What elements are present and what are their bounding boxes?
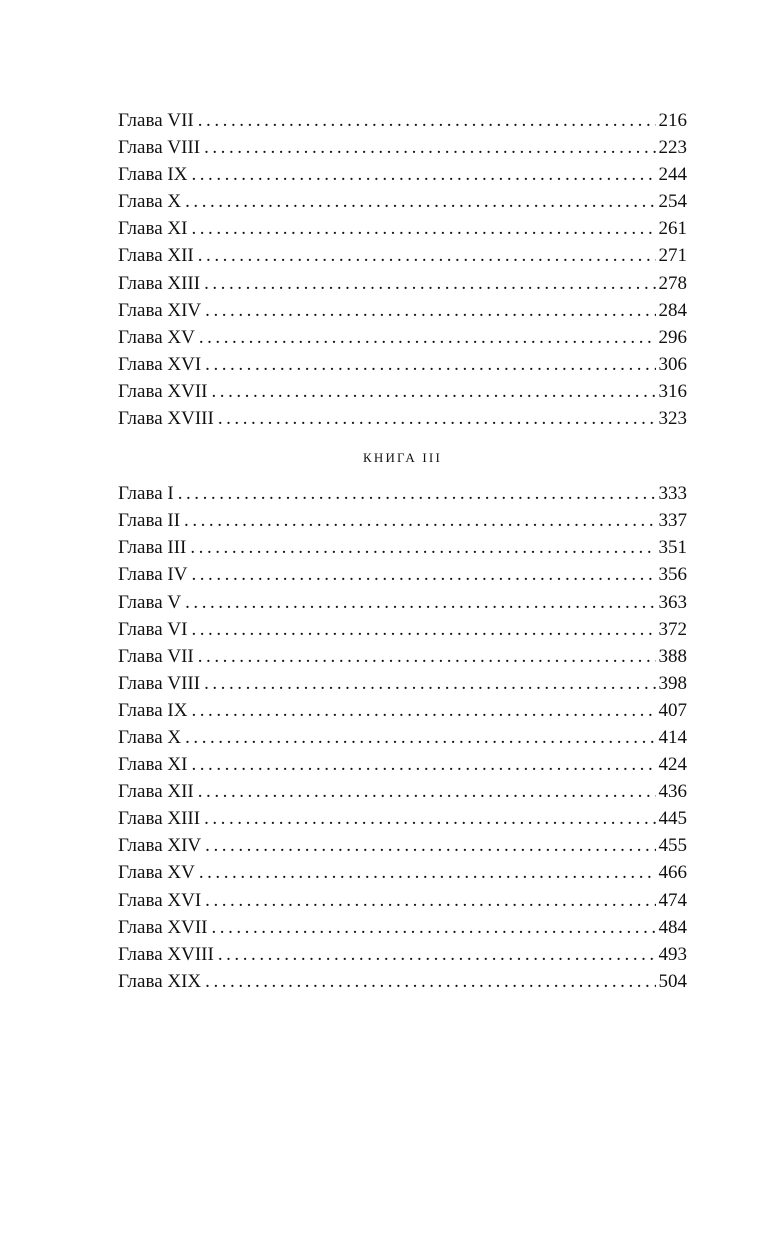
toc-entry[interactable] (118, 297, 687, 324)
chapter-title: Глава XVI (118, 889, 202, 911)
toc-entry[interactable] (118, 242, 687, 269)
dot-leader (204, 805, 655, 832)
toc-entry[interactable] (118, 643, 687, 670)
page-number: 333 (658, 483, 687, 505)
dot-leader (218, 405, 656, 432)
page-number: 466 (658, 862, 687, 884)
dot-leader (199, 859, 656, 886)
toc-entry[interactable] (118, 324, 687, 351)
page-number: 216 (658, 110, 687, 131)
toc-entry[interactable] (118, 616, 687, 643)
dot-leader (185, 188, 655, 215)
dot-leader (191, 161, 655, 188)
page-number: 455 (658, 835, 687, 857)
chapter-title: Глава X (118, 726, 182, 748)
page-number: 474 (658, 889, 687, 911)
page-number: 436 (658, 781, 687, 803)
book2-chapter-list (118, 107, 687, 432)
chapter-title: Глава IX (118, 164, 188, 186)
page-number: 244 (658, 164, 687, 186)
chapter-title: Глава XV (118, 862, 195, 884)
chapter-title: Глава VI (118, 618, 188, 640)
toc-entry[interactable] (118, 968, 687, 995)
page-number: 493 (658, 943, 687, 965)
page-number: 351 (658, 537, 687, 559)
page-number: 271 (658, 245, 687, 267)
toc-entry[interactable] (118, 941, 687, 968)
dot-leader (198, 107, 656, 134)
page-number: 445 (658, 808, 687, 830)
chapter-title: Глава XVII (118, 380, 208, 402)
toc-entry[interactable] (118, 887, 687, 914)
chapter-title: Глава XIII (118, 808, 201, 830)
chapter-title: Глава X (118, 191, 182, 213)
book3-chapter-list (118, 480, 687, 995)
page-number: 363 (658, 591, 687, 613)
dot-leader (184, 507, 655, 534)
page-number: 284 (658, 299, 687, 321)
toc-entry[interactable] (118, 697, 687, 724)
chapter-title: Глава VIII (118, 137, 201, 159)
dot-leader (190, 534, 655, 561)
toc-entry[interactable] (118, 778, 687, 805)
toc-entry[interactable] (118, 107, 687, 134)
chapter-title: Глава II (118, 510, 181, 532)
page-number: 306 (658, 353, 687, 375)
dot-leader (191, 215, 655, 242)
book3-heading: КНИГА III (363, 450, 442, 466)
dot-leader (191, 616, 655, 643)
dot-leader (211, 378, 655, 405)
page-number: 316 (658, 380, 687, 402)
toc-entry[interactable] (118, 561, 687, 588)
dot-leader (185, 724, 655, 751)
chapter-title: Глава IX (118, 699, 188, 721)
toc-entry[interactable] (118, 589, 687, 616)
dot-leader (205, 832, 655, 859)
page-number: 323 (658, 408, 687, 430)
toc-entry[interactable] (118, 378, 687, 405)
page-number: 296 (658, 326, 687, 348)
toc-entry[interactable] (118, 914, 687, 941)
chapter-title: Глава V (118, 591, 182, 613)
dot-leader (191, 697, 655, 724)
page-number: 398 (658, 672, 687, 694)
toc-entry[interactable] (118, 351, 687, 378)
toc-entry[interactable] (118, 480, 687, 507)
dot-leader (205, 887, 655, 914)
chapter-title: Глава XII (118, 781, 194, 803)
dot-leader (204, 270, 655, 297)
dot-leader (191, 751, 655, 778)
chapter-title: Глава XVIII (118, 408, 214, 430)
chapter-title: Глава VIII (118, 672, 201, 694)
toc-entry[interactable] (118, 270, 687, 297)
dot-leader (198, 643, 656, 670)
toc-entry[interactable] (118, 751, 687, 778)
chapter-title: Глава XI (118, 218, 188, 240)
chapter-title: Глава XVIII (118, 943, 214, 965)
page-number: 356 (658, 564, 687, 586)
chapter-title: Глава IV (118, 564, 188, 586)
dot-leader (199, 324, 656, 351)
chapter-title: Глава XV (118, 326, 195, 348)
chapter-title: Глава XI (118, 754, 188, 776)
dot-leader (205, 351, 655, 378)
toc-entry[interactable] (118, 134, 687, 161)
toc-entry[interactable] (118, 405, 687, 432)
chapter-title: Глава XIII (118, 272, 201, 294)
toc-entry[interactable] (118, 832, 687, 859)
toc-entry[interactable] (118, 161, 687, 188)
dot-leader (218, 941, 656, 968)
chapter-title: Глава VII (118, 110, 194, 131)
dot-leader (198, 242, 656, 269)
page-number: 504 (658, 970, 687, 992)
chapter-title: Глава III (118, 537, 187, 559)
chapter-title: Глава XIV (118, 835, 202, 857)
chapter-title: Глава XIV (118, 299, 202, 321)
page-number: 254 (658, 191, 687, 213)
toc-entry[interactable] (118, 188, 687, 215)
page-number: 484 (658, 916, 687, 938)
page-number: 407 (658, 699, 687, 721)
dot-leader (211, 914, 655, 941)
toc-entry[interactable] (118, 859, 687, 886)
chapter-title: Глава XVI (118, 353, 202, 375)
dot-leader (191, 561, 655, 588)
chapter-title: Глава I (118, 483, 174, 505)
toc-entry[interactable] (118, 670, 687, 697)
dot-leader (178, 480, 656, 507)
dot-leader (205, 968, 655, 995)
page-number: 337 (658, 510, 687, 532)
dot-leader (204, 134, 655, 161)
chapter-title: Глава XII (118, 245, 194, 267)
page-number: 278 (658, 272, 687, 294)
dot-leader (205, 297, 655, 324)
toc-entry[interactable] (118, 534, 687, 561)
dot-leader (204, 670, 655, 697)
table-of-contents (118, 107, 687, 995)
toc-entry[interactable] (118, 805, 687, 832)
chapter-title: Глава VII (118, 645, 194, 667)
page-number: 261 (658, 218, 687, 240)
toc-entry[interactable] (118, 507, 687, 534)
chapter-title: Глава XVII (118, 916, 208, 938)
dot-leader (185, 589, 655, 616)
toc-entry[interactable] (118, 724, 687, 751)
page-number: 388 (658, 645, 687, 667)
page-number: 424 (658, 754, 687, 776)
toc-entry[interactable] (118, 215, 687, 242)
page-number: 223 (658, 137, 687, 159)
page-number: 372 (658, 618, 687, 640)
chapter-title: Глава XIX (118, 970, 202, 992)
dot-leader (198, 778, 656, 805)
page-number: 414 (658, 726, 687, 748)
